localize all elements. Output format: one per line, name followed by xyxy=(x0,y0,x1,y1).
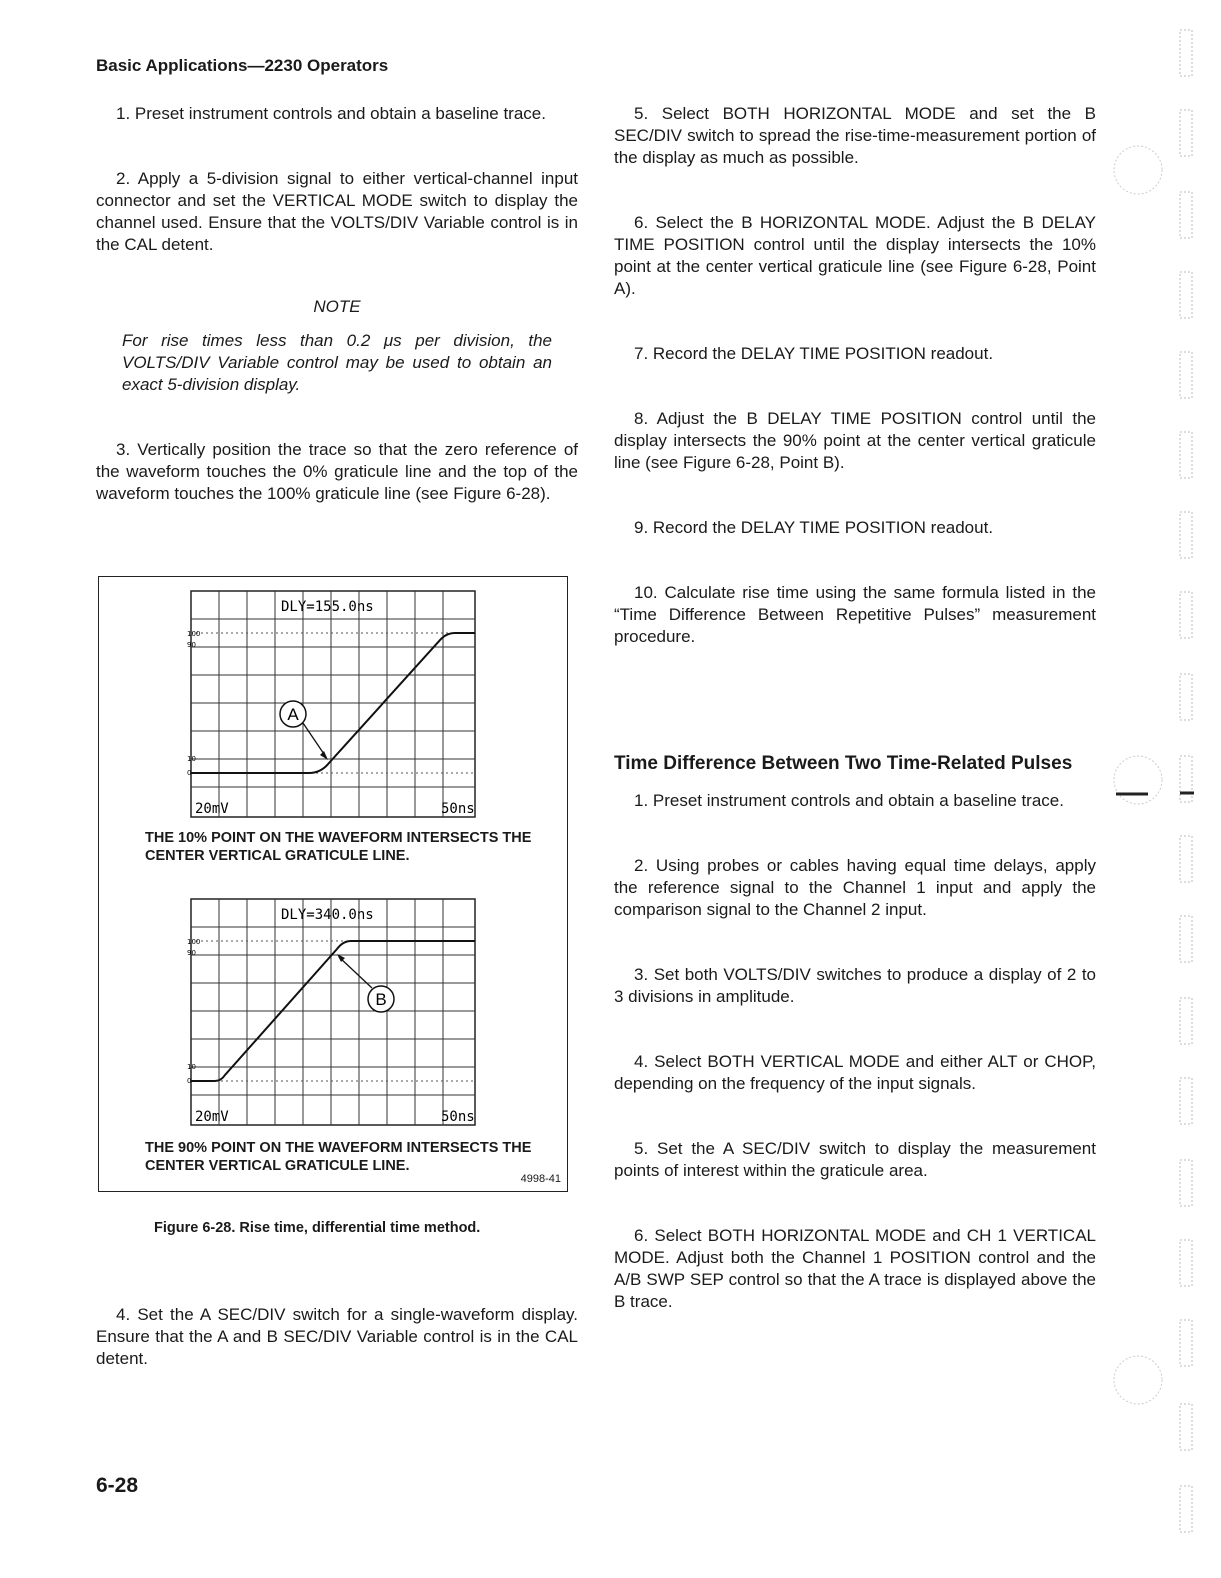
section-step-2: 2. Using probes or cables having equal time delays, apply the reference signal to the Channel 1 input and apply the comparison signal to the Channel 2 input. xyxy=(614,856,1096,919)
section-step-4: 4. Select BOTH VERTICAL MODE and either ALT or CHOP, depending on the frequency of the input signals. xyxy=(614,1052,1096,1093)
left-column xyxy=(96,103,578,505)
punch-hole-marks xyxy=(1108,140,1158,1410)
section-step-6: 6. Select BOTH HORIZONTAL MODE and CH 1 VERTICAL MODE. Adjust both the Channel 1 POSITION control and the A/B SWP SEP control so that the A trace is displayed above the B trace. xyxy=(614,1226,1096,1311)
section-step-1: 1. Preset instrument controls and obtain a baseline trace. xyxy=(634,791,1064,810)
scope-graticule-2 xyxy=(189,897,477,1127)
right-column xyxy=(614,103,1096,1313)
marker-b: B xyxy=(375,990,387,1009)
scope2-label-90: 90 xyxy=(187,949,196,957)
page-number: 6-28 xyxy=(96,1474,139,1497)
note-body: For rise times less than 0.2 μs per division, the VOLTS/DIV Variable control may be used to obtain an exact 5-division display. xyxy=(122,331,552,394)
right-step-10: 10. Calculate rise time using the same formula listed in the “Time Difference Between Repetitive Pulses” measurement procedure. xyxy=(614,583,1096,646)
running-header: Basic Applications—2230 Operators xyxy=(96,56,389,75)
scope2-time-readout: 50ns xyxy=(441,1109,475,1125)
figure-caption: Figure 6-28. Rise time, differential time method. xyxy=(154,1220,481,1236)
scope1-delay-readout: DLY=155.0ns xyxy=(281,599,374,615)
right-step-5: 5. Select BOTH HORIZONTAL MODE and set the B SEC/DIV switch to spread the rise-time-measurement portion of the display as much as possible. xyxy=(614,104,1096,167)
scope1-caption: THE 10% POINT ON THE WAVEFORM INTERSECTS THE CENTER VERTICAL GRATICULE LINE. xyxy=(145,830,532,864)
scope1-volts-readout: 20mV xyxy=(195,801,229,817)
section-step-3: 3. Set both VOLTS/DIV switches to produce a display of 2 to 3 divisions in amplitude. xyxy=(614,965,1096,1006)
right-step-7: 7. Record the DELAY TIME POSITION readout. xyxy=(634,344,994,363)
scope2-label-10: 10 xyxy=(187,1063,196,1071)
scope2-volts-readout: 20mV xyxy=(195,1109,229,1125)
left-step-4: 4. Set the A SEC/DIV switch for a single-waveform display. Ensure that the A and B SEC/DIV Variable control is in the CAL detent. xyxy=(96,1305,578,1368)
figure-box xyxy=(98,576,568,1192)
scope1-label-90: 90 xyxy=(187,641,196,649)
scope-graticule-1 xyxy=(189,589,477,819)
scope-display-1 xyxy=(189,589,477,819)
left-step-2: 2. Apply a 5-division signal to either vertical-channel input connector and set the VERTICAL MODE switch to display the channel used. Ensure that the VOLTS/DIV Variable control is in the CAL detent. xyxy=(96,169,578,254)
scope1-label-100: 100 xyxy=(187,630,201,638)
right-step-9: 9. Record the DELAY TIME POSITION readout. xyxy=(634,518,994,537)
section-title: Time Difference Between Two Time-Related Pulses xyxy=(614,753,1073,774)
binder-margin-marks xyxy=(1170,0,1221,1578)
scope2-delay-readout: DLY=340.0ns xyxy=(281,907,374,923)
section-step-5: 5. Set the A SEC/DIV switch to display the measurement points of interest within the graticule area. xyxy=(614,1139,1096,1180)
figure-number: 4998-41 xyxy=(520,1173,561,1185)
scope2-caption: THE 90% POINT ON THE WAVEFORM INTERSECTS THE CENTER VERTICAL GRATICULE LINE. xyxy=(145,1140,532,1174)
right-step-8: 8. Adjust the B DELAY TIME POSITION control until the display intersects the 90% point at the center vertical graticule line (see Figure 6-28, Point B). xyxy=(614,409,1096,472)
marker-a: A xyxy=(287,705,299,724)
right-step-6: 6. Select the B HORIZONTAL MODE. Adjust the B DELAY TIME POSITION control until the display intersects the 10% point at the center vertical graticule line (see Figure 6-28, Point A). xyxy=(614,213,1096,298)
scope1-label-0: 0 xyxy=(187,769,192,777)
note-title: NOTE xyxy=(313,297,361,316)
scope2-label-100: 100 xyxy=(187,938,201,946)
left-step-3: 3. Vertically position the trace so that the zero reference of the waveform touches the 0% graticule line and the top of the waveform touches the 100% graticule line (see Figure 6-28). xyxy=(96,440,578,503)
scope1-label-10: 10 xyxy=(187,755,196,763)
left-step-1: 1. Preset instrument controls and obtain a baseline trace. xyxy=(116,104,546,123)
scope2-label-0: 0 xyxy=(187,1077,192,1085)
scope1-time-readout: 50ns xyxy=(441,801,475,817)
scope-display-2 xyxy=(189,897,477,1127)
